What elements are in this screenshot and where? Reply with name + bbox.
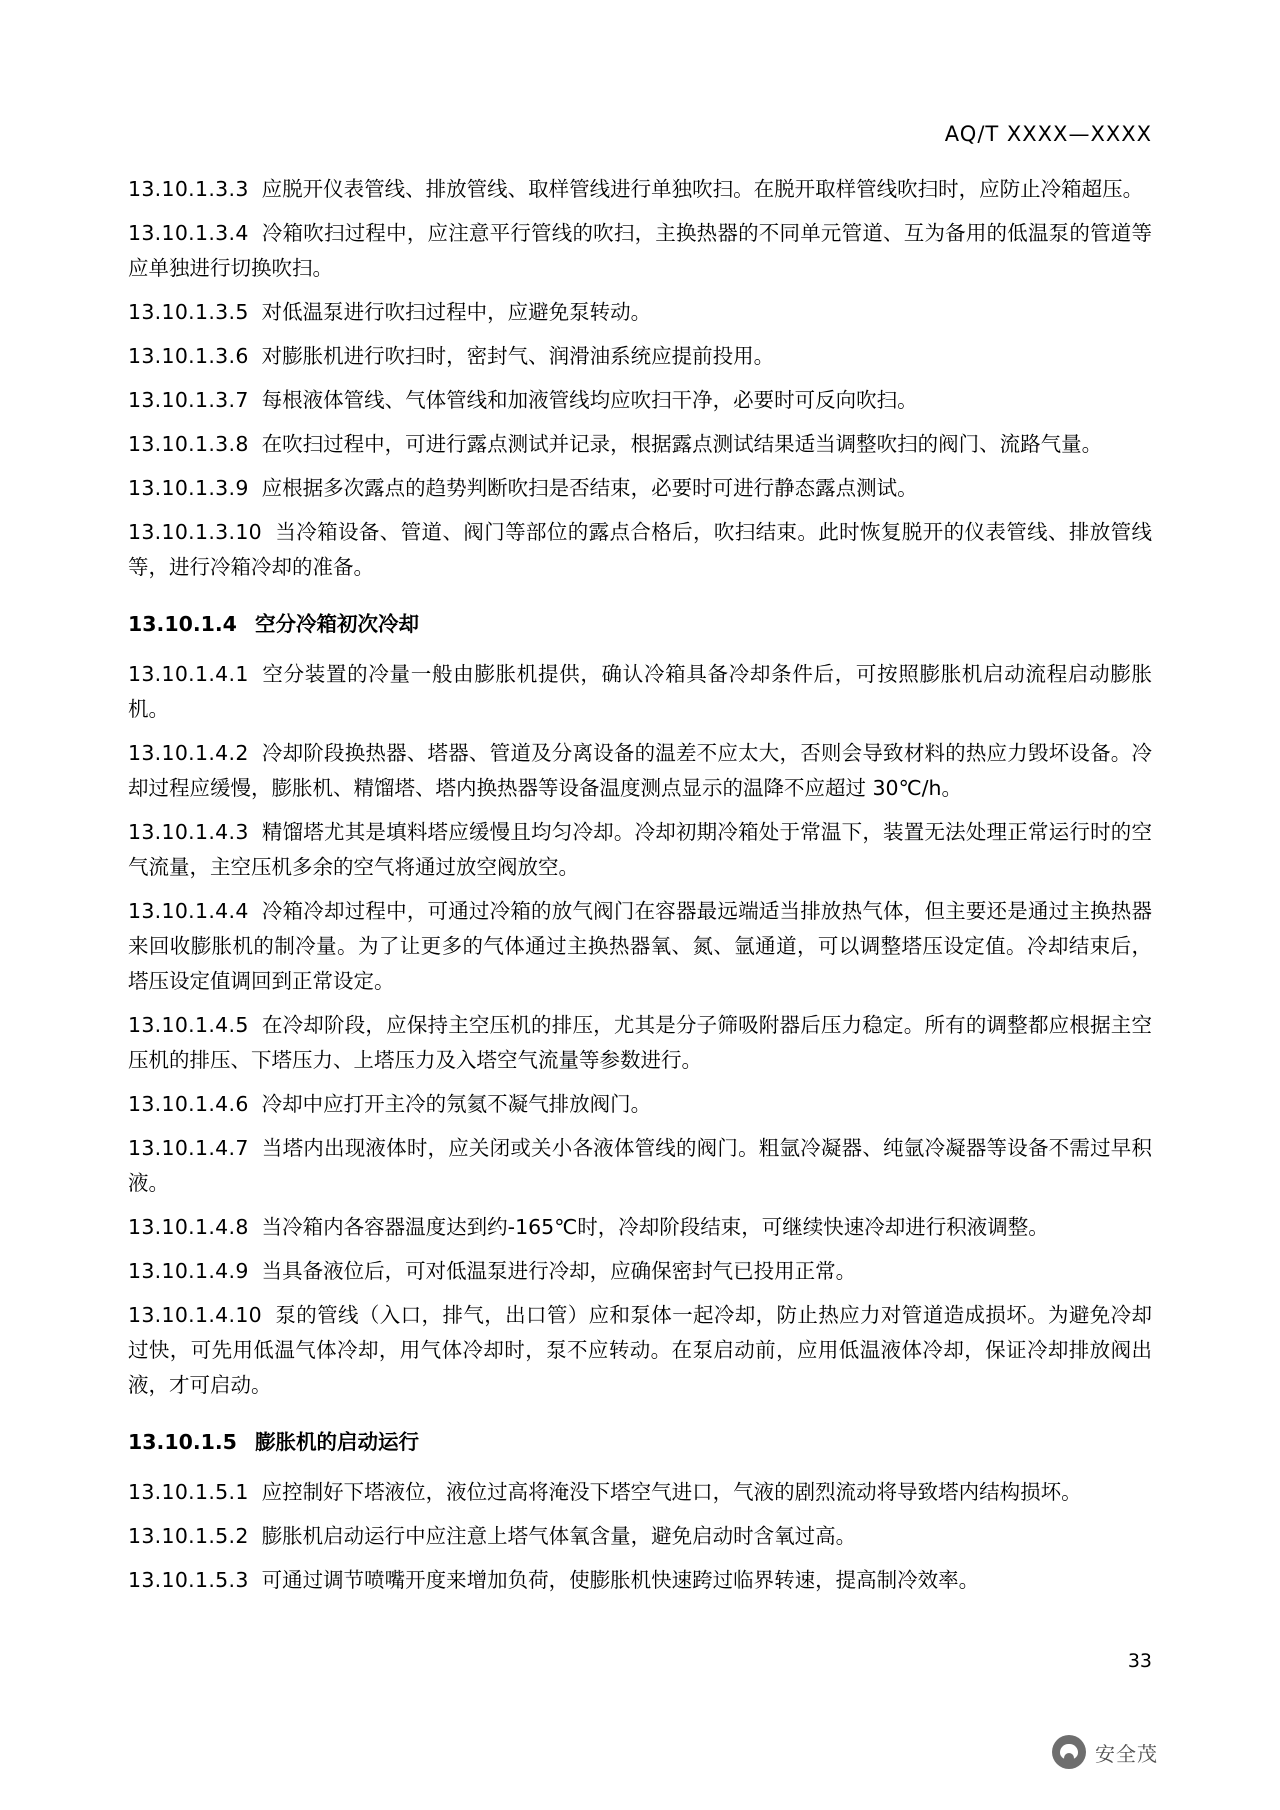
clause-text: 泵的管线（入口，排气，出口管）应和泵体一起冷却，防止热应力对管道造成损坏。为避免冷却过快，可先用低温气体冷却，用气体冷却时，泵不应转动。在泵启动前，应用低温液体冷却，保证冷却排放阀出液，才可启动。 [128, 1303, 1152, 1397]
clause-number: 13.10.1.4.6 [128, 1092, 249, 1116]
clause-text: 冷箱吹扫过程中，应注意平行管线的吹扫，主换热器的不同单元管道、互为备用的低温泵的管道等应单独进行切换吹扫。 [128, 221, 1152, 280]
section-heading [128, 607, 1152, 641]
clause-number: 13.10.1.3.7 [128, 388, 249, 412]
clause-number: 13.10.1.4.3 [128, 820, 249, 844]
clause-number: 13.10.1.4.2 [128, 741, 249, 765]
clause-number: 13.10.1.4.5 [128, 1013, 249, 1037]
clause-number: 13.10.1.5.1 [128, 1480, 249, 1504]
paragraph [128, 1008, 1152, 1078]
paragraph [128, 1087, 1152, 1122]
section-heading [128, 1425, 1152, 1459]
clause-text: 冷箱冷却过程中，可通过冷箱的放气阀门在容器最远端适当排放热气体，但主要还是通过主换热器来回收膨胀机的制冷量。为了让更多的气体通过主换热器氧、氮、氩通道，可以调整塔压设定值。冷却结束后，塔压设定值调回到正常设定。 [128, 899, 1152, 993]
clause-text: 冷却中应打开主冷的氖氦不凝气排放阀门。 [261, 1092, 652, 1116]
clause-number: 13.10.1.3.9 [128, 476, 249, 500]
clause-text: 空分装置的冷量一般由膨胀机提供，确认冷箱具备冷却条件后，可按照膨胀机启动流程启动膨胀机。 [128, 662, 1152, 721]
paragraph [128, 1298, 1152, 1403]
clause-number: 13.10.1.4.10 [128, 1303, 263, 1327]
clause-number: 13.10.1.4.7 [128, 1136, 249, 1160]
paragraph [128, 894, 1152, 999]
clause-text: 应控制好下塔液位，液位过高将淹没下塔空气进口，气液的剧烈流动将导致塔内结构损坏。 [261, 1480, 1082, 1504]
clause-number: 13.10.1.3.3 [128, 177, 249, 201]
paragraph [128, 515, 1152, 585]
clause-number: 13.10.1.5.2 [128, 1524, 249, 1548]
clause-text: 冷却阶段换热器、塔器、管道及分离设备的温差不应太大，否则会导致材料的热应力毁坏设备。冷却过程应缓慢，膨胀机、精馏塔、塔内换热器等设备温度测点显示的温降不应超过 30℃/h。 [128, 741, 1152, 800]
clause-number: 13.10.1.4.1 [128, 662, 249, 686]
clause-text: 当冷箱内各容器温度达到约-165℃时，冷却阶段结束，可继续快速冷却进行积液调整。 [261, 1215, 1049, 1239]
watermark [1052, 1735, 1158, 1769]
section-number: 13.10.1.5 [128, 1430, 237, 1454]
paragraph [128, 1563, 1152, 1598]
clause-number: 13.10.1.3.5 [128, 300, 249, 324]
clause-text: 膨胀机启动运行中应注意上塔气体氧含量，避免启动时含氧过高。 [261, 1524, 857, 1548]
clause-number: 13.10.1.3.8 [128, 432, 249, 456]
paragraph [128, 1475, 1152, 1510]
paragraph [128, 172, 1152, 207]
clause-number: 13.10.1.4.9 [128, 1259, 249, 1283]
clause-text: 可通过调节喷嘴开度来增加负荷，使膨胀机快速跨过临界转速，提高制冷效率。 [261, 1568, 980, 1592]
clause-text: 对膨胀机进行吹扫时，密封气、润滑油系统应提前投用。 [261, 344, 775, 368]
clause-text: 当塔内出现液体时，应关闭或关小各液体管线的阀门。粗氩冷凝器、纯氩冷凝器等设备不需过早积液。 [128, 1136, 1152, 1195]
document-body [128, 172, 1152, 1607]
clause-text: 应脱开仪表管线、排放管线、取样管线进行单独吹扫。在脱开取样管线吹扫时，应防止冷箱超压。 [261, 177, 1144, 201]
clause-text: 在冷却阶段，应保持主空压机的排压，尤其是分子筛吸附器后压力稳定。所有的调整都应根据主空压机的排压、下塔压力、上塔压力及入塔空气流量等参数进行。 [128, 1013, 1152, 1072]
clause-number: 13.10.1.3.6 [128, 344, 249, 368]
paragraph [128, 216, 1152, 286]
clause-number: 13.10.1.3.10 [128, 520, 263, 544]
page-number: 33 [1127, 1650, 1152, 1672]
paragraph [128, 1254, 1152, 1289]
paragraph [128, 657, 1152, 727]
paragraph [128, 295, 1152, 330]
watermark-label: 安全茂 [1095, 1741, 1158, 1766]
paragraph [128, 1519, 1152, 1554]
page-header: AQ/T XXXX—XXXX [944, 122, 1152, 146]
paragraph [128, 383, 1152, 418]
section-title: 膨胀机的启动运行 [254, 1430, 419, 1454]
clause-text: 对低温泵进行吹扫过程中，应避免泵转动。 [261, 300, 652, 324]
clause-number: 13.10.1.3.4 [128, 221, 249, 245]
clause-text: 精馏塔尤其是填料塔应缓慢且均匀冷却。冷却初期冷箱处于常温下，装置无法处理正常运行时的空气流量，主空压机多余的空气将通过放空阀放空。 [128, 820, 1152, 879]
paragraph [128, 339, 1152, 374]
clause-number: 13.10.1.4.4 [128, 899, 249, 923]
section-title: 空分冷箱初次冷却 [254, 612, 419, 636]
clause-number: 13.10.1.4.8 [128, 1215, 249, 1239]
paragraph [128, 1131, 1152, 1201]
paragraph [128, 471, 1152, 506]
paragraph [128, 736, 1152, 806]
paragraph [128, 1210, 1152, 1245]
clause-text: 应根据多次露点的趋势判断吹扫是否结束，必要时可进行静态露点测试。 [261, 476, 918, 500]
wechat-account-logo-icon [1052, 1735, 1086, 1769]
section-number: 13.10.1.4 [128, 612, 237, 636]
clause-text: 当具备液位后，可对低温泵进行冷却，应确保密封气已投用正常。 [261, 1259, 857, 1283]
clause-text: 在吹扫过程中，可进行露点测试并记录，根据露点测试结果适当调整吹扫的阀门、流路气量。 [261, 432, 1103, 456]
clause-text: 当冷箱设备、管道、阀门等部位的露点合格后，吹扫结束。此时恢复脱开的仪表管线、排放管线等，进行冷箱冷却的准备。 [128, 520, 1152, 579]
paragraph [128, 427, 1152, 462]
paragraph [128, 815, 1152, 885]
clause-number: 13.10.1.5.3 [128, 1568, 249, 1592]
clause-text: 每根液体管线、气体管线和加液管线均应吹扫干净，必要时可反向吹扫。 [261, 388, 918, 412]
